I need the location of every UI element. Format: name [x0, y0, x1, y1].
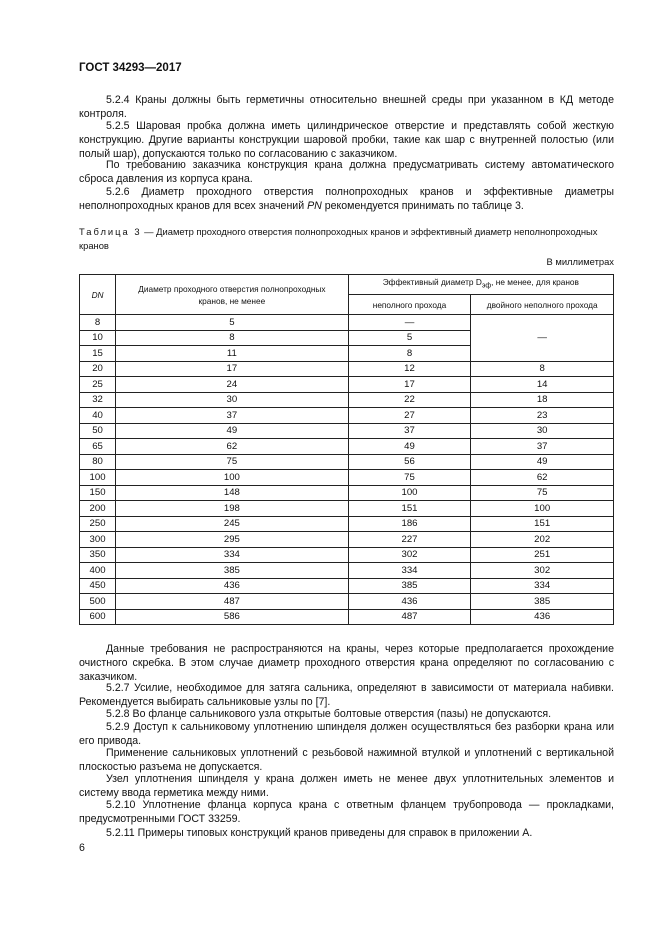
- table-row: [80, 315, 614, 331]
- table-cell: 300: [80, 532, 116, 548]
- table-cell: 150: [80, 485, 116, 501]
- table-cell: 5: [116, 315, 349, 331]
- table-units: В миллиметрах: [546, 256, 614, 267]
- table-cell: 302: [348, 547, 471, 563]
- table-cell: 80: [80, 454, 116, 470]
- table-cell: 8: [116, 330, 349, 346]
- paragraph-5-2-10: 5.2.10 Уплотнение фланца корпуса крана с ответным фланцем трубопровода — прокладками, предусмотренными ГОСТ 33259.: [79, 799, 614, 825]
- header-double: двойного неполного прохода: [471, 295, 614, 315]
- paragraph-5-2-7: 5.2.7 Усилие, необходимое для затяга сальника, определяют в зависимости от материала набивки. Рекомендуется выбирать сальниковые узлы по [7].: [79, 682, 614, 708]
- table-row: [80, 563, 614, 579]
- table-cell: 100: [80, 470, 116, 486]
- pn-term: PN: [307, 200, 322, 212]
- table-cell: 186: [348, 516, 471, 532]
- table-cell: 8: [80, 315, 116, 331]
- paragraph-5-2-9: 5.2.9 Доступ к сальниковому уплотнению шпинделя должен осуществляться без разборки крана или его привода.: [79, 721, 614, 747]
- table-cell: 30: [116, 392, 349, 408]
- header-effective: Эффективный диаметр $D_{эф}$, не менее, для кранов: [348, 275, 613, 295]
- paragraph-5-2-4: 5.2.4 Краны должны быть герметичны относительно внешней среды при указанном в КД методе контроля.: [79, 94, 614, 120]
- diameter-table: [79, 274, 614, 625]
- table-cell: 23: [471, 408, 614, 424]
- table-row: [80, 439, 614, 455]
- table-cell: 49: [116, 423, 349, 439]
- table-cell: 40: [80, 408, 116, 424]
- table-cell: 334: [471, 578, 614, 594]
- paragraph-threaded-seals: Применение сальниковых уплотнений с резьбовой нажимной втулкой и уплотнений с вертикальной плоскостью разъема не допускается.: [79, 747, 614, 773]
- table-cell: 15: [80, 346, 116, 362]
- table-cell: 49: [471, 454, 614, 470]
- table-cell: 200: [80, 501, 116, 517]
- table-cell: 30: [471, 423, 614, 439]
- table-row: [80, 470, 614, 486]
- table-row: [80, 408, 614, 424]
- table-cell: 600: [80, 609, 116, 625]
- table-cell: 198: [116, 501, 349, 517]
- header-partial: неполного прохода: [348, 295, 471, 315]
- paragraph-spindle-seal: Узел уплотнения шпинделя у крана должен иметь не менее двух уплотнительных элементов и систему ввода герметика между ними.: [79, 773, 614, 799]
- table-cell: 20: [80, 361, 116, 377]
- table-cell: 27: [348, 408, 471, 424]
- table-cell: 18: [471, 392, 614, 408]
- table-cell: 151: [471, 516, 614, 532]
- table-row: [80, 392, 614, 408]
- table-cell: 50: [80, 423, 116, 439]
- paragraph-5-2-6-after: рекомендуется принимать по таблице 3.: [321, 200, 524, 212]
- header-dn: DN: [80, 275, 116, 315]
- table-cell: 245: [116, 516, 349, 532]
- table-cell: 5: [348, 330, 471, 346]
- table-body: [80, 315, 614, 625]
- table-cell: 385: [116, 563, 349, 579]
- header-bore: Диаметр проходного отверстия полнопроходных кранов, не менее: [116, 275, 349, 315]
- table-cell: 436: [116, 578, 349, 594]
- table-cell: 62: [471, 470, 614, 486]
- table-cell: 202: [471, 532, 614, 548]
- table-cell: 10: [80, 330, 116, 346]
- table-cell: 37: [471, 439, 614, 455]
- table-cell: 450: [80, 578, 116, 594]
- table-cell: 334: [116, 547, 349, 563]
- paragraph-5-2-11: 5.2.11 Примеры типовых конструкций кранов приведены для справок в приложении А.: [106, 827, 533, 839]
- table-cell: 250: [80, 516, 116, 532]
- table-cell: 400: [80, 563, 116, 579]
- paragraph-auto-release: По требованию заказчика конструкция крана должна предусматривать систему автоматического сброса давления из корпуса крана.: [79, 159, 614, 185]
- table-cell: 151: [348, 501, 471, 517]
- table-row: [80, 501, 614, 517]
- table-row: [80, 454, 614, 470]
- table-cell: 75: [471, 485, 614, 501]
- table-cell: 49: [348, 439, 471, 455]
- table-cell: 100: [471, 501, 614, 517]
- table-cell: 436: [471, 609, 614, 625]
- table-cell: 12: [348, 361, 471, 377]
- document-header: ГОСТ 34293—2017: [79, 62, 182, 74]
- table-cell: 500: [80, 594, 116, 610]
- paragraph-5-2-8: 5.2.8 Во фланце сальникового узла открытые болтовые отверстия (пазы) не допускаются.: [106, 708, 552, 720]
- table-row: [80, 423, 614, 439]
- table-row: [80, 594, 614, 610]
- table-cell: 295: [116, 532, 349, 548]
- table-cell: 100: [348, 485, 471, 501]
- page-number: 6: [79, 842, 85, 854]
- table-cell-merged-dash: —: [471, 315, 614, 362]
- table-cell: 56: [348, 454, 471, 470]
- table-cell: 100: [116, 470, 349, 486]
- table-cell: 385: [471, 594, 614, 610]
- table-cell: 37: [348, 423, 471, 439]
- table-cell: 37: [116, 408, 349, 424]
- table-cell: 8: [348, 346, 471, 362]
- paragraph-5-2-6-before: 5.2.6 Диаметр проходного отверстия полнопроходных кранов и эффективные диаметры неполнопроходных кранов для всех значений: [79, 186, 614, 212]
- table-cell: 334: [348, 563, 471, 579]
- paragraph-5-2-6: [79, 185, 614, 213]
- paragraph-5-2-5: 5.2.5 Шаровая пробка должна иметь цилиндрическое отверстие и представлять собой жесткую конструкцию. Другие варианты конструкции шаровой пробки, такие как шар с внутренней полостью (или полый шар), допускаются только по согласованию с заказчиком.: [79, 120, 614, 160]
- table-cell: 227: [348, 532, 471, 548]
- table-row: [80, 547, 614, 563]
- table-row: [80, 578, 614, 594]
- table-cell: —: [348, 315, 471, 331]
- table-cell: 487: [116, 594, 349, 610]
- table-row: [80, 377, 614, 393]
- table-cell: 11: [116, 346, 349, 362]
- table-cell: 14: [471, 377, 614, 393]
- table-row: [80, 361, 614, 377]
- table-cell: 75: [116, 454, 349, 470]
- table-row: [80, 532, 614, 548]
- table-caption-prefix: Таблица 3: [79, 226, 142, 237]
- table-cell: 148: [116, 485, 349, 501]
- table-row: [80, 609, 614, 625]
- table-cell: 251: [471, 547, 614, 563]
- table-cell: 17: [116, 361, 349, 377]
- table-row: [80, 485, 614, 501]
- table-cell: 586: [116, 609, 349, 625]
- table-cell: 302: [471, 563, 614, 579]
- table-cell: 24: [116, 377, 349, 393]
- table-cell: 8: [471, 361, 614, 377]
- table-cell: 62: [116, 439, 349, 455]
- table-cell: 487: [348, 609, 471, 625]
- table-cell: 75: [348, 470, 471, 486]
- table-caption-text: — Диаметр проходного отверстия полнопроходных кранов и эффективный диаметр неполнопроходных кранов: [79, 226, 598, 251]
- table-cell: 65: [80, 439, 116, 455]
- table-row: [80, 516, 614, 532]
- table-cell: 350: [80, 547, 116, 563]
- table-caption: [79, 225, 614, 253]
- table-cell: 436: [348, 594, 471, 610]
- table-cell: 22: [348, 392, 471, 408]
- table-cell: 32: [80, 392, 116, 408]
- table-cell: 25: [80, 377, 116, 393]
- paragraph-scraper: Данные требования не распространяются на краны, через которые предполагается прохождение очистного скребка. В этом случае диаметр проходного отверстия крана определяют по согласованию с заказчиком.: [79, 643, 614, 683]
- header-effective-sub: эф: [481, 282, 492, 290]
- table-cell: 17: [348, 377, 471, 393]
- table-cell: 385: [348, 578, 471, 594]
